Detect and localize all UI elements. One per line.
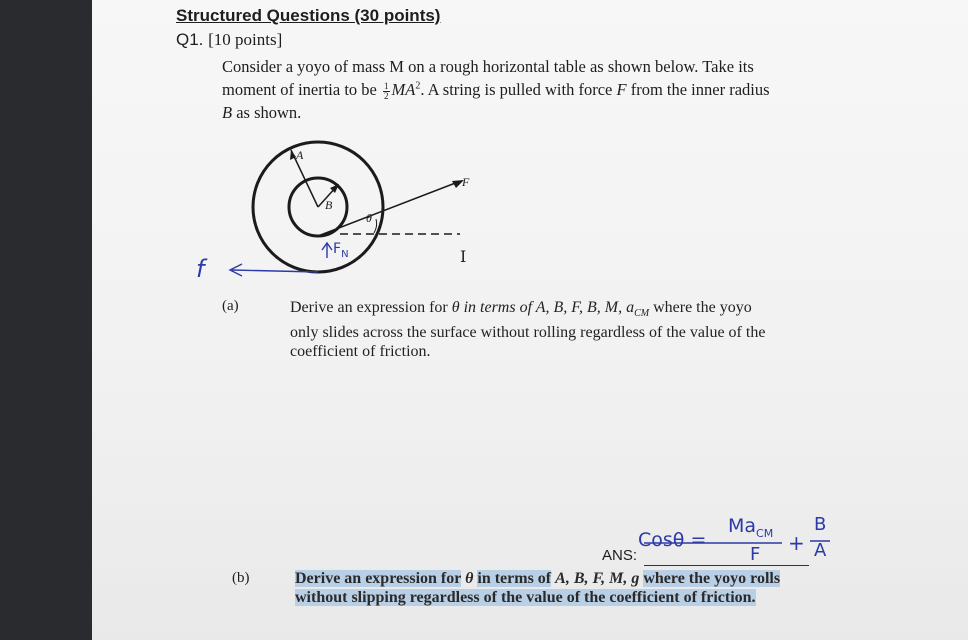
text-cursor-icon: I: [460, 247, 467, 266]
part-a-text: [290, 298, 850, 361]
question-points: [10 points]: [208, 30, 283, 49]
force-symbol: F: [616, 80, 627, 99]
problem-line-2-pre: moment of inertia to be: [222, 80, 377, 99]
problem-line-1: Consider a yoyo of mass M on a rough horizontal table as shown below. Take its: [222, 57, 754, 76]
answer-denominator-1: F: [750, 544, 761, 565]
inertia-expression: MA: [391, 80, 416, 99]
part-b-label: (b): [232, 570, 250, 586]
part-a-line-2: only slides across the surface without rolling regardless of the value of the: [290, 324, 766, 342]
answer-numerator-2: B: [814, 514, 827, 535]
problem-line-2-post: . A string is pulled with force: [420, 80, 613, 99]
label-normal-force: $F_N$: [333, 241, 349, 260]
inertia-exponent: 2: [415, 80, 421, 92]
answer-underline: [644, 565, 809, 566]
label-friction: f: [196, 255, 205, 283]
part-a-line-3: coefficient of friction.: [290, 343, 431, 361]
answer-numerator-1: $Ma_{CM}$: [728, 515, 774, 540]
part-a-line-1: Derive an expression for θ in terms of A, B, F, B, M, $a_{CM}$ where the yoyo: [290, 299, 752, 320]
theta-arc: [374, 219, 377, 233]
question-number-label: Q1.: [176, 30, 204, 49]
force-line: [318, 182, 458, 236]
radius-b-symbol: B: [222, 103, 233, 122]
label-theta: θ: [366, 211, 372, 225]
part-b-line-1: Derive an expression for θ in terms of A, B, F, M, g where the yoyo rolls: [295, 570, 781, 587]
part-b-text: [295, 569, 835, 607]
answer-plus: +: [788, 531, 805, 555]
answer-denominator-2: A: [814, 540, 827, 561]
part-b-line-2: without slipping regardless of the value of the coefficient of friction.: [295, 589, 756, 606]
problem-line-2-end: from the inner radius: [630, 80, 770, 99]
problem-line-3-end: as shown.: [236, 103, 302, 122]
label-a: A: [296, 148, 304, 162]
answer-label: ANS:: [602, 547, 638, 564]
part-a-label: (a): [222, 298, 239, 314]
answer-cos-theta: Cosθ =: [638, 529, 707, 551]
label-f: F: [462, 175, 470, 189]
label-b: B: [325, 198, 333, 212]
one-half-fraction: $\frac{1}{2}$: [384, 80, 389, 101]
section-heading: Structured Questions (30 points): [176, 6, 441, 25]
